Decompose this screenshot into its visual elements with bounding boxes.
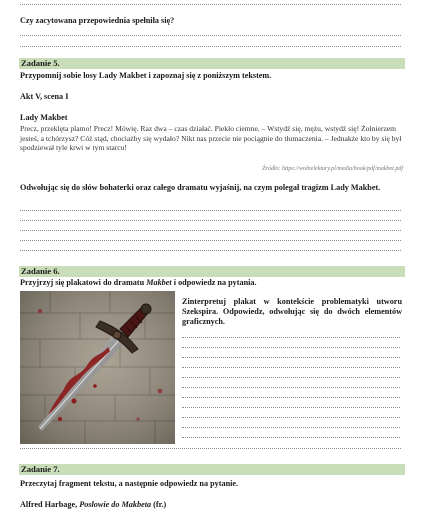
task7-header-bar (19, 464, 405, 475)
work-title: Posłowie do Makbeta (79, 500, 152, 509)
answer-line[interactable] (20, 220, 401, 221)
answer-line[interactable] (20, 35, 401, 36)
speaker-name: Lady Makbet (20, 113, 68, 122)
task5-instruction: Przypomnij sobie losy Lady Makbet i zapoznaj się z poniższym tekstem. (20, 71, 272, 80)
fragment-note: (fr.) (151, 500, 167, 509)
answer-line[interactable] (182, 337, 400, 338)
play-title: Makbet (146, 278, 172, 287)
answer-line[interactable] (182, 357, 400, 358)
task7-instruction: Przeczytaj fragment tekstu, a następnie odpowiedz na pytanie. (20, 479, 239, 488)
instruction-text: i odpowiedz na pytania. (171, 278, 257, 287)
answer-line[interactable] (20, 230, 401, 231)
author-name: Alfred Harbage, (20, 500, 80, 509)
dagger-poster-image (20, 291, 175, 444)
source-author (20, 500, 166, 510)
answer-line[interactable] (20, 46, 401, 47)
answer-line[interactable] (182, 347, 400, 348)
answer-line[interactable] (182, 407, 400, 408)
answer-line[interactable] (20, 240, 401, 241)
task6-header: Zadanie 6. (21, 266, 60, 276)
task7-header: Zadanie 7. (21, 464, 60, 474)
instruction-text: Przyjrzyj się plakatowi do dramatu (20, 278, 147, 287)
top-question: Czy zacytowana przepowiednia spełniła się? (20, 16, 175, 25)
answer-line[interactable] (182, 427, 400, 428)
act-label: Akt V, scena I (20, 92, 69, 101)
answer-line[interactable] (182, 387, 400, 388)
task6-instruction (20, 278, 257, 288)
answer-line[interactable] (20, 448, 401, 449)
answer-line[interactable] (20, 250, 401, 251)
answer-line[interactable] (20, 210, 401, 211)
task5-header-bar (19, 58, 405, 69)
answer-line[interactable] (182, 377, 400, 378)
task6-question: Zinterpretuj plakat w kontekście problematyki utworu Szekspira. Odpowiedz, odwołując się do dwóch elementów graficznych. (182, 297, 402, 326)
answer-line[interactable] (182, 397, 400, 398)
quote-text: Precz, przeklęta plamo! Precz! Mówię. Raz dwa – czas działać. Piekło ciemne. – Wstydź się, mężu, wstydź się! Żołnierzem jesteś, a tchórzysz? Cóż stąd, chociażby się wydało? Nikt nas przecie nie pociągnie do tłumaczenia. – Jednakże kto by się był spodziewał tyle krwi w tym starcu! (20, 124, 402, 153)
answer-line[interactable] (182, 437, 400, 438)
answer-line[interactable] (20, 4, 401, 5)
source-citation: Źródło: https://wolnelektury.pl/media/book/pdf/makbet.pdf (262, 166, 403, 172)
task5-header: Zadanie 5. (21, 58, 60, 68)
answer-line[interactable] (182, 367, 400, 368)
task5-question: Odwołując się do słów bohaterki oraz całego dramatu wyjaśnij, na czym polegał tragizm Lady Makbet. (20, 183, 381, 192)
dagger-illustration (20, 291, 175, 444)
task6-header-bar (19, 266, 405, 277)
answer-line[interactable] (182, 417, 400, 418)
